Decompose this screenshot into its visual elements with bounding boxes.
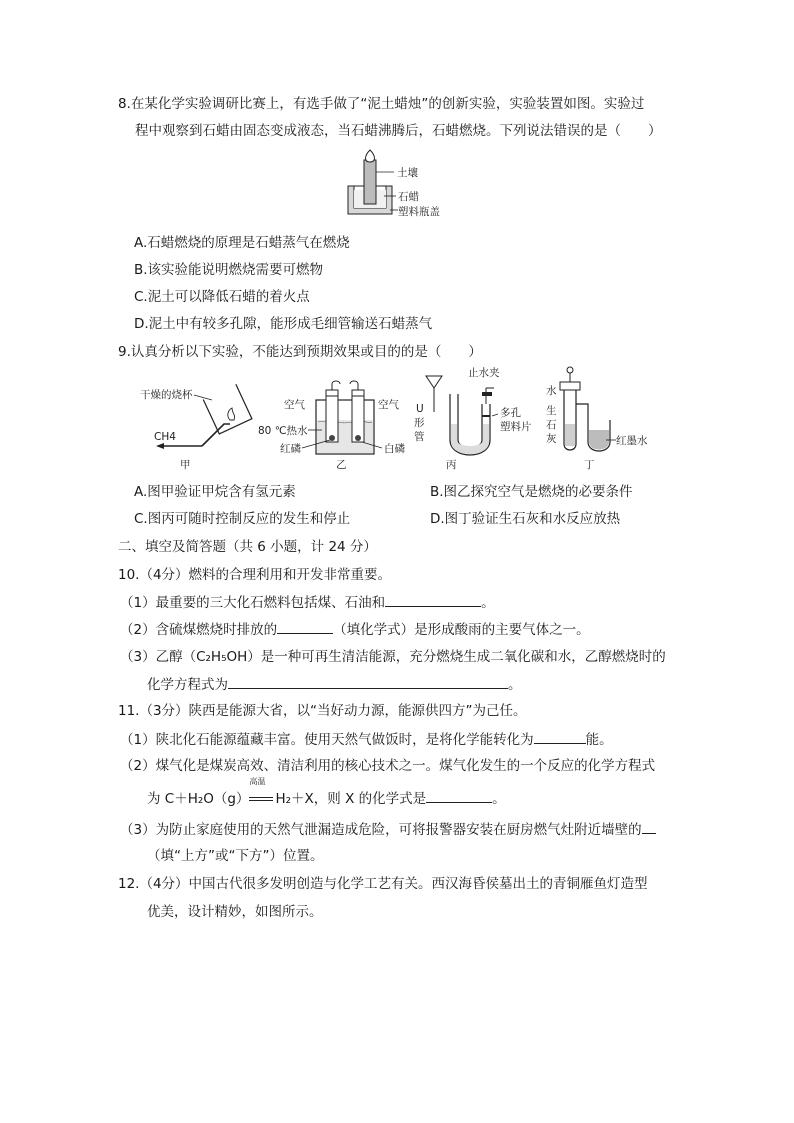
- q11-part2-line1: （2）煤气化是煤炭高效、清洁利用的核心技术之一。煤气化发生的一个反应的化学方程式: [120, 758, 656, 774]
- q10-part2: [120, 619, 590, 640]
- figure-jia: [140, 384, 252, 471]
- q11-part2-blank[interactable]: [426, 788, 492, 803]
- q10-part3-blank[interactable]: [228, 674, 508, 689]
- label-dry-beaker: 干燥的烧杯: [140, 389, 193, 401]
- q8-option-d: D.泥土中有较多孔隙，能形成毛细管输送石蜡蒸气: [134, 316, 433, 332]
- label-red-phosphorus: 红磷: [280, 443, 301, 455]
- label-quicklime-3: 灰: [546, 433, 557, 445]
- q11-part3-text-a: （3）为防止家庭使用的天然气泄漏造成危险，可将报警器安装在厨房燃气灶附近墙壁的: [120, 822, 642, 838]
- label-cap: 塑料瓶盖: [398, 206, 440, 218]
- q10-part1: [120, 592, 495, 613]
- q9-option-c: C.图丙可随时控制反应的发生和停止: [134, 511, 351, 527]
- label-clamp: 止水夹: [468, 367, 500, 379]
- q11-part3-line1: [120, 819, 656, 840]
- q8-option-c: C.泥土可以降低石蜡的着火点: [134, 289, 310, 305]
- label-yi: 乙: [336, 459, 347, 471]
- figure-yi: [258, 381, 405, 471]
- q8-stem-line1: 8.在某化学实验调研比赛上，有选手做了“泥土蜡烛”的创新实验，实验装置如图。实验过: [118, 96, 645, 112]
- q9-experiments-figure: [140, 364, 660, 474]
- label-jia: 甲: [180, 459, 191, 471]
- label-ding: 丁: [584, 459, 595, 471]
- q10-part3-text: 化学方程式为: [147, 677, 228, 693]
- label-soil: 土壤: [397, 167, 418, 179]
- label-hot-water: 80 ℃热水: [258, 425, 308, 437]
- label-quicklime-2: 石: [546, 419, 557, 431]
- q11-part2-text-c: H₂＋X，则 X 的化学式是: [275, 791, 427, 807]
- q11-part1-blank[interactable]: [534, 729, 586, 744]
- q11-part2-line2: [147, 777, 506, 809]
- q9-option-b: B.图乙探究空气是燃烧的必要条件: [430, 484, 633, 500]
- q8-option-a: A.石蜡燃烧的原理是石蜡蒸气在燃烧: [134, 235, 350, 251]
- figure-ding: [546, 367, 648, 471]
- q8-stem-line2: 程中观察到石蜡由固态变成液态，当石蜡沸腾后，石蜡燃烧。下列说法错误的是（ ）: [135, 123, 662, 139]
- q10-part2-text-a: （2）含硫煤燃烧时排放的: [120, 622, 278, 638]
- q11-stem: 11.（3分）陕西是能源大省，以“当好动力源，能源供四方”为己任。: [118, 703, 527, 719]
- q11-part2-text-a: 为 C＋H₂O（g）: [147, 791, 250, 807]
- q11-part1: [120, 729, 613, 750]
- q11-part2-end: 。: [492, 791, 506, 807]
- figure-bing: [414, 366, 532, 471]
- label-ch4: CH4: [154, 431, 176, 443]
- q11-part3-blank[interactable]: [642, 819, 656, 834]
- label-u1: U: [416, 403, 424, 415]
- q9-option-a: A.图甲验证甲烷含有氢元素: [134, 484, 296, 500]
- label-air-left: 空气: [284, 399, 305, 411]
- q8-option-b: B.该实验能说明燃烧需要可燃物: [134, 262, 324, 278]
- label-red-ink: 红墨水: [616, 435, 648, 447]
- q11-part1-end: 能。: [585, 732, 613, 748]
- q10-part1-text: （1）最重要的三大化石燃料包括煤、石油和: [120, 595, 386, 611]
- q10-part1-blank[interactable]: [385, 592, 481, 607]
- q10-stem: 10.（4分）燃料的合理利用和开发非常重要。: [118, 567, 392, 583]
- label-water: 水: [546, 385, 557, 397]
- label-bing: 丙: [446, 459, 457, 471]
- label-quicklime-1: 生: [546, 405, 557, 417]
- soil-candle-figure: [340, 148, 460, 224]
- q9-stem: 9.认真分析以下实验，不能达到预期效果或目的的是（ ）: [118, 344, 482, 360]
- q12-stem-line1: 12.（4分）中国古代很多发明创造与化学工艺有关。西汉海昏侯墓出土的青铜雁鱼灯造型: [118, 876, 648, 892]
- q10-part2-blank[interactable]: [277, 619, 333, 634]
- q10-part2-text-b: （填化学式）是形成酸雨的主要气体之一。: [333, 622, 590, 638]
- label-air-right: 空气: [378, 399, 399, 411]
- reaction-arrow: [249, 777, 275, 809]
- condition-high-temp: 高温: [249, 777, 266, 786]
- label-wax: 石蜡: [398, 191, 419, 203]
- q10-part3-line1: （3）乙醇（C₂H₅OH）是一种可再生清洁能源，充分燃烧生成二氧化碳和水，乙醇燃烧时的: [120, 649, 666, 665]
- q11-part3-line2: （填“上方”或“下方”）位置。: [147, 848, 324, 864]
- q10-part3-line2: [147, 674, 522, 695]
- q12-stem-line2: 优美，设计精妙，如图所示。: [147, 904, 323, 920]
- section-2-heading: 二、填空及简答题（共 6 小题，计 24 分）: [118, 539, 377, 555]
- label-porous1: 多孔: [500, 407, 521, 419]
- label-u3: 管: [414, 431, 425, 443]
- q10-part1-end: 。: [481, 595, 495, 611]
- label-u2: 形: [414, 417, 425, 429]
- label-white-phosphorus: 白磷: [384, 443, 405, 455]
- q10-part3-end: 。: [508, 677, 522, 693]
- label-porous2: 塑料片: [500, 421, 532, 433]
- q11-part1-text: （1）陕北化石能源蕴藏丰富。使用天然气做饭时，是将化学能转化为: [120, 732, 534, 748]
- q9-option-d: D.图丁验证生石灰和水反应放热: [430, 511, 621, 527]
